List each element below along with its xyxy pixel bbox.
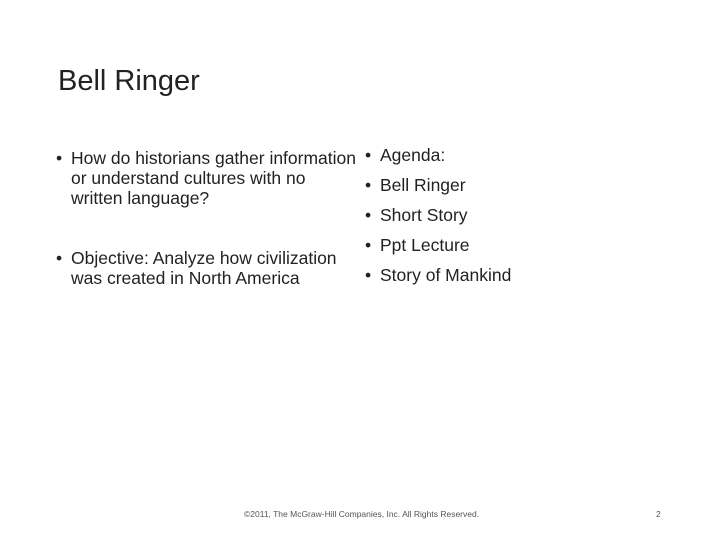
bullet-text: Short Story (380, 205, 468, 225)
page-number: 2 (656, 509, 661, 519)
bullet-text: Bell Ringer (380, 175, 466, 195)
bullet-dot: • (56, 248, 63, 268)
agenda-item-short-story (365, 205, 695, 225)
bullet-text: Story of Mankind (380, 265, 512, 285)
bullet-dot: • (56, 148, 63, 168)
bullet-dot: • (365, 205, 372, 225)
bullet-item-question (56, 148, 356, 208)
bullet-dot: • (365, 175, 372, 195)
left-bullet-list (56, 148, 356, 328)
agenda-bullet-list (365, 145, 695, 295)
bullet-text: How do historians gather information or understand cultures with no written language? (71, 148, 357, 208)
bullet-dot: • (365, 265, 372, 285)
bullet-text: Agenda: (380, 145, 446, 165)
agenda-item-bell-ringer (365, 175, 695, 195)
agenda-heading (365, 145, 695, 165)
bullet-item-objective (56, 248, 356, 288)
bullet-text: Ppt Lecture (380, 235, 470, 255)
slide-title: Bell Ringer (58, 65, 200, 97)
footer-copyright: ©2011, The McGraw-Hill Companies, Inc. All Rights Reserved. (244, 509, 480, 519)
agenda-item-story-of-mankind (365, 265, 695, 285)
agenda-item-ppt-lecture (365, 235, 695, 255)
bullet-dot: • (365, 145, 372, 165)
bullet-text: Objective: Analyze how civilization was created in North America (71, 248, 337, 288)
bullet-dot: • (365, 235, 372, 255)
